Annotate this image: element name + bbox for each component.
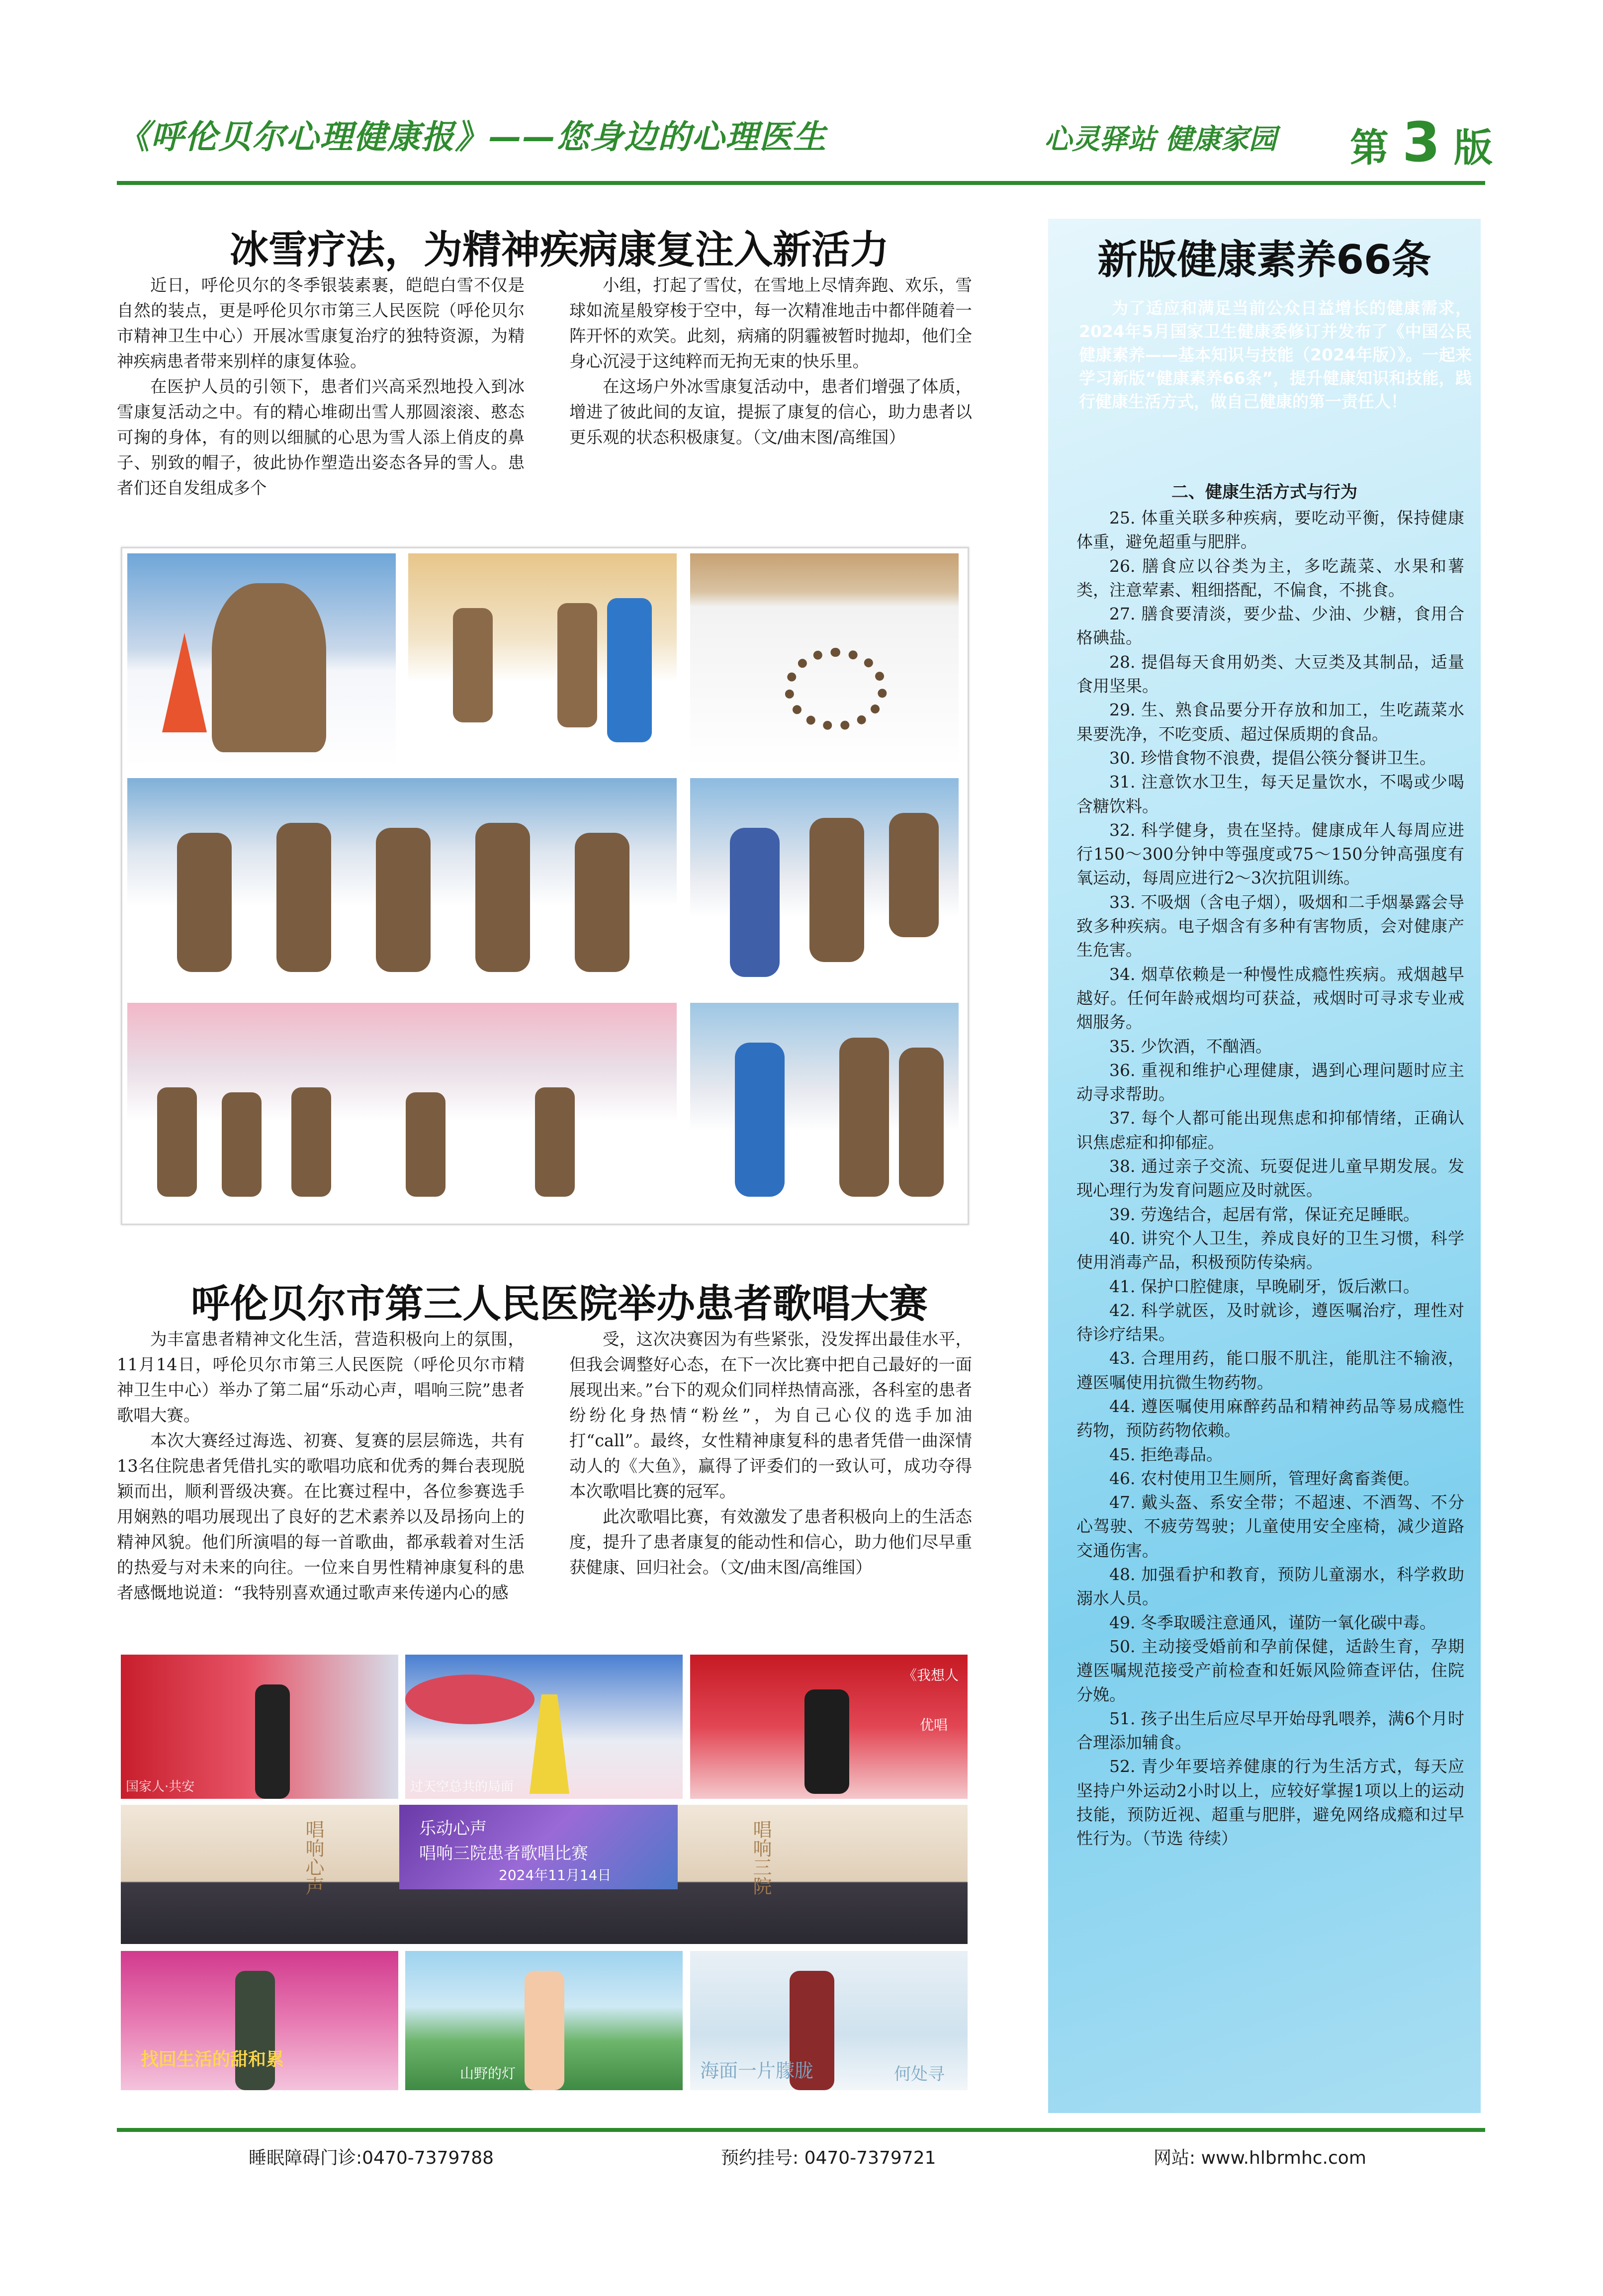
- health-literacy-item: 28. 提倡每天食用奶类、大豆类及其制品，适量食用坚果。: [1076, 652, 1464, 696]
- stage-caption: 国家人·共安: [126, 1779, 195, 1794]
- health-literacy-item: 50. 主动接受婚前和孕前保健，适龄生育，孕期遵医嘱规范接受产前检查和妊娠风险筛查评估，住院分娩。: [1076, 1636, 1464, 1704]
- page-number: 第 3 版: [1350, 110, 1493, 174]
- photo-singer-2: [405, 1655, 683, 1799]
- sleep-clinic-phone: 睡眠障碍门诊:0470-7379788: [249, 2148, 494, 2168]
- photo-snowman-building: [127, 553, 396, 767]
- stage-caption: 优唱: [919, 1717, 948, 1733]
- header-rule: [117, 181, 1485, 185]
- health-literacy-item: 27. 膳食要清淡，要少盐、少油、少糖，食用合格碘盐。: [1076, 604, 1464, 648]
- health-literacy-item: 31. 注意饮水卫生，每天足量饮水，不喝或少喝含糖饮料。: [1076, 772, 1464, 816]
- stage-caption: 唱响三院患者歌唱比赛: [419, 1844, 588, 1863]
- snow-photo-collage: [121, 547, 969, 1225]
- health-literacy-item: 46. 农村使用卫生厕所，管理好禽畜粪便。: [1109, 1468, 1420, 1488]
- stage-caption: 山野的灯: [460, 2065, 516, 2082]
- photo-snow-play: [690, 778, 959, 992]
- photo-audience-stage: [121, 1805, 968, 1944]
- health-literacy-item: 30. 珍惜食物不浪费，提倡公筷分餐讲卫生。: [1109, 748, 1436, 768]
- photo-singer-5: [405, 1951, 683, 2090]
- paragraph: 本次大赛经过海选、初赛、复赛的层层筛选，共有13名住院患者凭借扎实的歌唱功底和优秀的舞台表现脱颖而出，顺利晋级决赛。在比赛过程中，各位参赛选手用娴熟的唱功展现出了良好的艺术素养以及昂扬向上的精神风貌。他们所演唱的每一首歌曲，都承载着对生活的热爱与对未来的向往。一位来自男性精神康复科的患者感慨地说道：“我特别喜欢通过歌声来传递内心的感: [117, 1431, 525, 1602]
- article2-title: 呼伦贝尔市第三人民医院举办患者歌唱大赛: [190, 1282, 928, 1326]
- paragraph: 在这场户外冰雪康复活动中，患者们增强了体质，增进了彼此间的友谊，提振了康复的信心，助力患者以更乐观的状态积极康复。（文/曲末图/高维国）: [569, 377, 972, 447]
- health-literacy-item: 42. 科学就医，及时就诊，遵医嘱治疗，理性对待诊疗结果。: [1076, 1300, 1464, 1344]
- paragraph: 在医护人员的引领下，患者们兴高采烈地投入到冰雪康复活动之中。有的精心堆砌出雪人那圆滚滚、憨态可掬的身体，有的则以细腻的心思为雪人添上俏皮的鼻子、别致的帽子，彼此协作塑造出姿态各异的雪人。患者们还自发组成多个: [117, 377, 525, 498]
- health-literacy-item: 52. 青少年要培养健康的行为生活方式，每天应坚持户外运动2小时以上，应较好掌握1项以上的运动技能，预防近视、超重与肥胖，避免网络成瘾和过早性行为。（节选 待续）: [1076, 1757, 1464, 1849]
- sidebar-subtitle: 二、健康生活方式与行为: [1171, 482, 1357, 502]
- article1-title: 冰雪疗法，为精神疾病康复注入新活力: [229, 228, 889, 272]
- photo-singer-6: [690, 1951, 968, 2090]
- health-literacy-item: 39. 劳逸结合，起居有常，保证充足睡眠。: [1109, 1204, 1420, 1224]
- health-literacy-list: [1076, 506, 1464, 1851]
- health-literacy-item: 32. 科学健身，贵在坚持。健康成年人每周应进行150～300分钟中等强度或75～150分钟高强度有氧运动，每周应进行2～3次抗阻训练。: [1076, 820, 1464, 888]
- health-literacy-item: 41. 保护口腔健康，早晚刷牙，饭后漱口。: [1109, 1276, 1420, 1296]
- article2-column-1: [117, 1326, 525, 1605]
- stage-caption: 乐动心声: [419, 1819, 487, 1839]
- health-literacy-item: 25. 体重关联多种疾病，要吃动平衡，保持健康体重，避免超重与肥胖。: [1076, 508, 1464, 552]
- health-literacy-item: 35. 少饮酒，不酗酒。: [1109, 1036, 1272, 1056]
- stage-caption: 唱响心声: [302, 1820, 324, 1895]
- singing-photo-collage: [121, 1655, 969, 2092]
- health-literacy-item: 36. 重视和维护心理健康，遇到心理问题时应主动寻求帮助。: [1076, 1060, 1464, 1104]
- health-literacy-item: 45. 拒绝毒品。: [1109, 1444, 1223, 1464]
- stage-caption: 唱响三院: [750, 1820, 772, 1895]
- sidebar-title: 新版健康素养66条: [1097, 237, 1431, 283]
- photo-snowball-fight: [127, 1003, 677, 1217]
- health-literacy-item: 44. 遵医嘱使用麻醉药品和精神药品等易成瘾性药物，预防药物依赖。: [1076, 1396, 1464, 1440]
- health-literacy-item: 34. 烟草依赖是一种慢性成瘾性疾病。戒烟越早越好。任何年龄戒烟均可获益，戒烟时可寻求专业戒烟服务。: [1076, 964, 1464, 1032]
- health-literacy-item: 49. 冬季取暖注意通风，谨防一氧化碳中毒。: [1109, 1612, 1436, 1632]
- health-literacy-item: 40. 讲究个人卫生，养成良好的卫生习惯，科学使用消毒产品，积极预防传染病。: [1076, 1228, 1464, 1272]
- photo-shoveling-snow: [408, 553, 677, 767]
- column-name: 心灵驿站 健康家园: [1044, 123, 1277, 156]
- stage-caption: 找回生活的甜和累: [141, 2049, 284, 2070]
- health-literacy-item: 47. 戴头盔、系安全带；不超速、不酒驾、不分心驾驶、不疲劳驾驶；儿童使用安全座椅，减少道路交通伤害。: [1076, 1493, 1464, 1560]
- stage-caption: 《我想人: [902, 1667, 959, 1683]
- stage-caption: 何处寻: [894, 2064, 945, 2084]
- health-literacy-item: 48. 加强看护和教育，预防儿童溺水，科学救助溺水人员。: [1076, 1565, 1464, 1608]
- footer-rule: [117, 2128, 1485, 2132]
- photo-snowball-group: [127, 778, 677, 992]
- paragraph: 小组，打起了雪仗，在雪地上尽情奔跑、欢乐，雪球如流星般穿梭于空中，每一次精准地击中都伴随着一阵开怀的欢笑。此刻，病痛的阴霾被暂时抛却，他们全身心沉浸于这纯粹而无拘无束的快乐里。: [569, 275, 972, 371]
- paragraph: 为丰富患者精神文化生活，营造积极向上的氛围，11月14日，呼伦贝尔市第三人民医院（呼伦贝尔市精神卫生中心）举办了第二届“乐动心声，唱响三院”患者歌唱大赛。: [117, 1329, 525, 1425]
- photo-circle-dance: [690, 553, 959, 767]
- photo-singer-1: [121, 1655, 398, 1799]
- health-literacy-item: 37. 每个人都可能出现焦虑和抑郁情绪，正确认识焦虑症和抑郁症。: [1076, 1108, 1464, 1152]
- health-literacy-item: 33. 不吸烟（含电子烟），吸烟和二手烟暴露会导致多种疾病。电子烟含有多种有害物质，会对健康产生危害。: [1076, 892, 1464, 960]
- photo-snow-shovel-blue: [690, 1003, 959, 1217]
- photo-singer-3: [690, 1655, 968, 1799]
- article1-column-2: [569, 272, 972, 450]
- stage-caption: 过天空总共的局面: [410, 1779, 514, 1794]
- photo-singer-4: [121, 1951, 398, 2090]
- health-literacy-item: 38. 通过亲子交流、玩耍促进儿童早期发展。发现心理行为发育问题应及时就医。: [1076, 1156, 1464, 1200]
- health-literacy-item: 26. 膳食应以谷类为主，多吃蔬菜、水果和薯类，注意荤素、粗细搭配，不偏食，不挑食。: [1076, 556, 1464, 600]
- paragraph: 受，这次决赛因为有些紧张，没发挥出最佳水平，但我会调整好心态，在下一次比赛中把自己最好的一面展现出来。”台下的观众们同样热情高涨，各科室的患者纷纷化身热情“粉丝”，为自己心仪的选手加油打“call”。最终，女性精神康复科的患者凭借一曲深情动人的《大鱼》，赢得了评委们的一致认可，成功夺得本次歌唱比赛的冠军。: [569, 1329, 972, 1501]
- website[interactable]: 网站: www.hlbrmhc.com: [1154, 2148, 1366, 2168]
- sidebar-intro: 为了适应和满足当前公众日益增长的健康需求，2024年5月国家卫生健康委修订并发布了《中国公民健康素养——基本知识与技能（2024年版）》。一起来学习新版“健康素养66条”，提升健康知识和技能，践行健康生活方式，做自己健康的第一责任人！: [1079, 298, 1472, 411]
- stage-caption: 2024年11月14日: [499, 1867, 612, 1883]
- health-literacy-item: 29. 生、熟食品要分开存放和加工，生吃蔬菜水果要洗净，不吃变质、超过保质期的食品。: [1076, 700, 1464, 744]
- stage-caption: 海面一片朦胧: [700, 2060, 814, 2082]
- paragraph: 此次歌唱比赛，有效激发了患者积极向上的生活态度，提升了患者康复的能动性和信心，助力他们尽早重获健康、回归社会。（文/曲末图/高维国）: [569, 1507, 972, 1577]
- newspaper-slogan: 《呼伦贝尔心理健康报》——您身边的心理医生: [117, 118, 827, 156]
- article1-column-1: [117, 272, 525, 501]
- appointment-phone: 预约挂号: 0470-7379721: [721, 2148, 936, 2168]
- health-literacy-item: 43. 合理用药，能口服不肌注，能肌注不输液，遵医嘱使用抗微生物药物。: [1076, 1348, 1464, 1392]
- paragraph: 近日，呼伦贝尔的冬季银装素裹，皑皑白雪不仅是自然的装点，更是呼伦贝尔市第三人民医院（呼伦贝尔市精神卫生中心）开展冰雪康复治疗的独特资源，为精神疾病患者带来别样的康复体验。: [117, 275, 525, 371]
- article2-column-2: [569, 1326, 972, 1580]
- health-literacy-item: 51. 孩子出生后应尽早开始母乳喂养，满6个月时合理添加辅食。: [1076, 1708, 1464, 1753]
